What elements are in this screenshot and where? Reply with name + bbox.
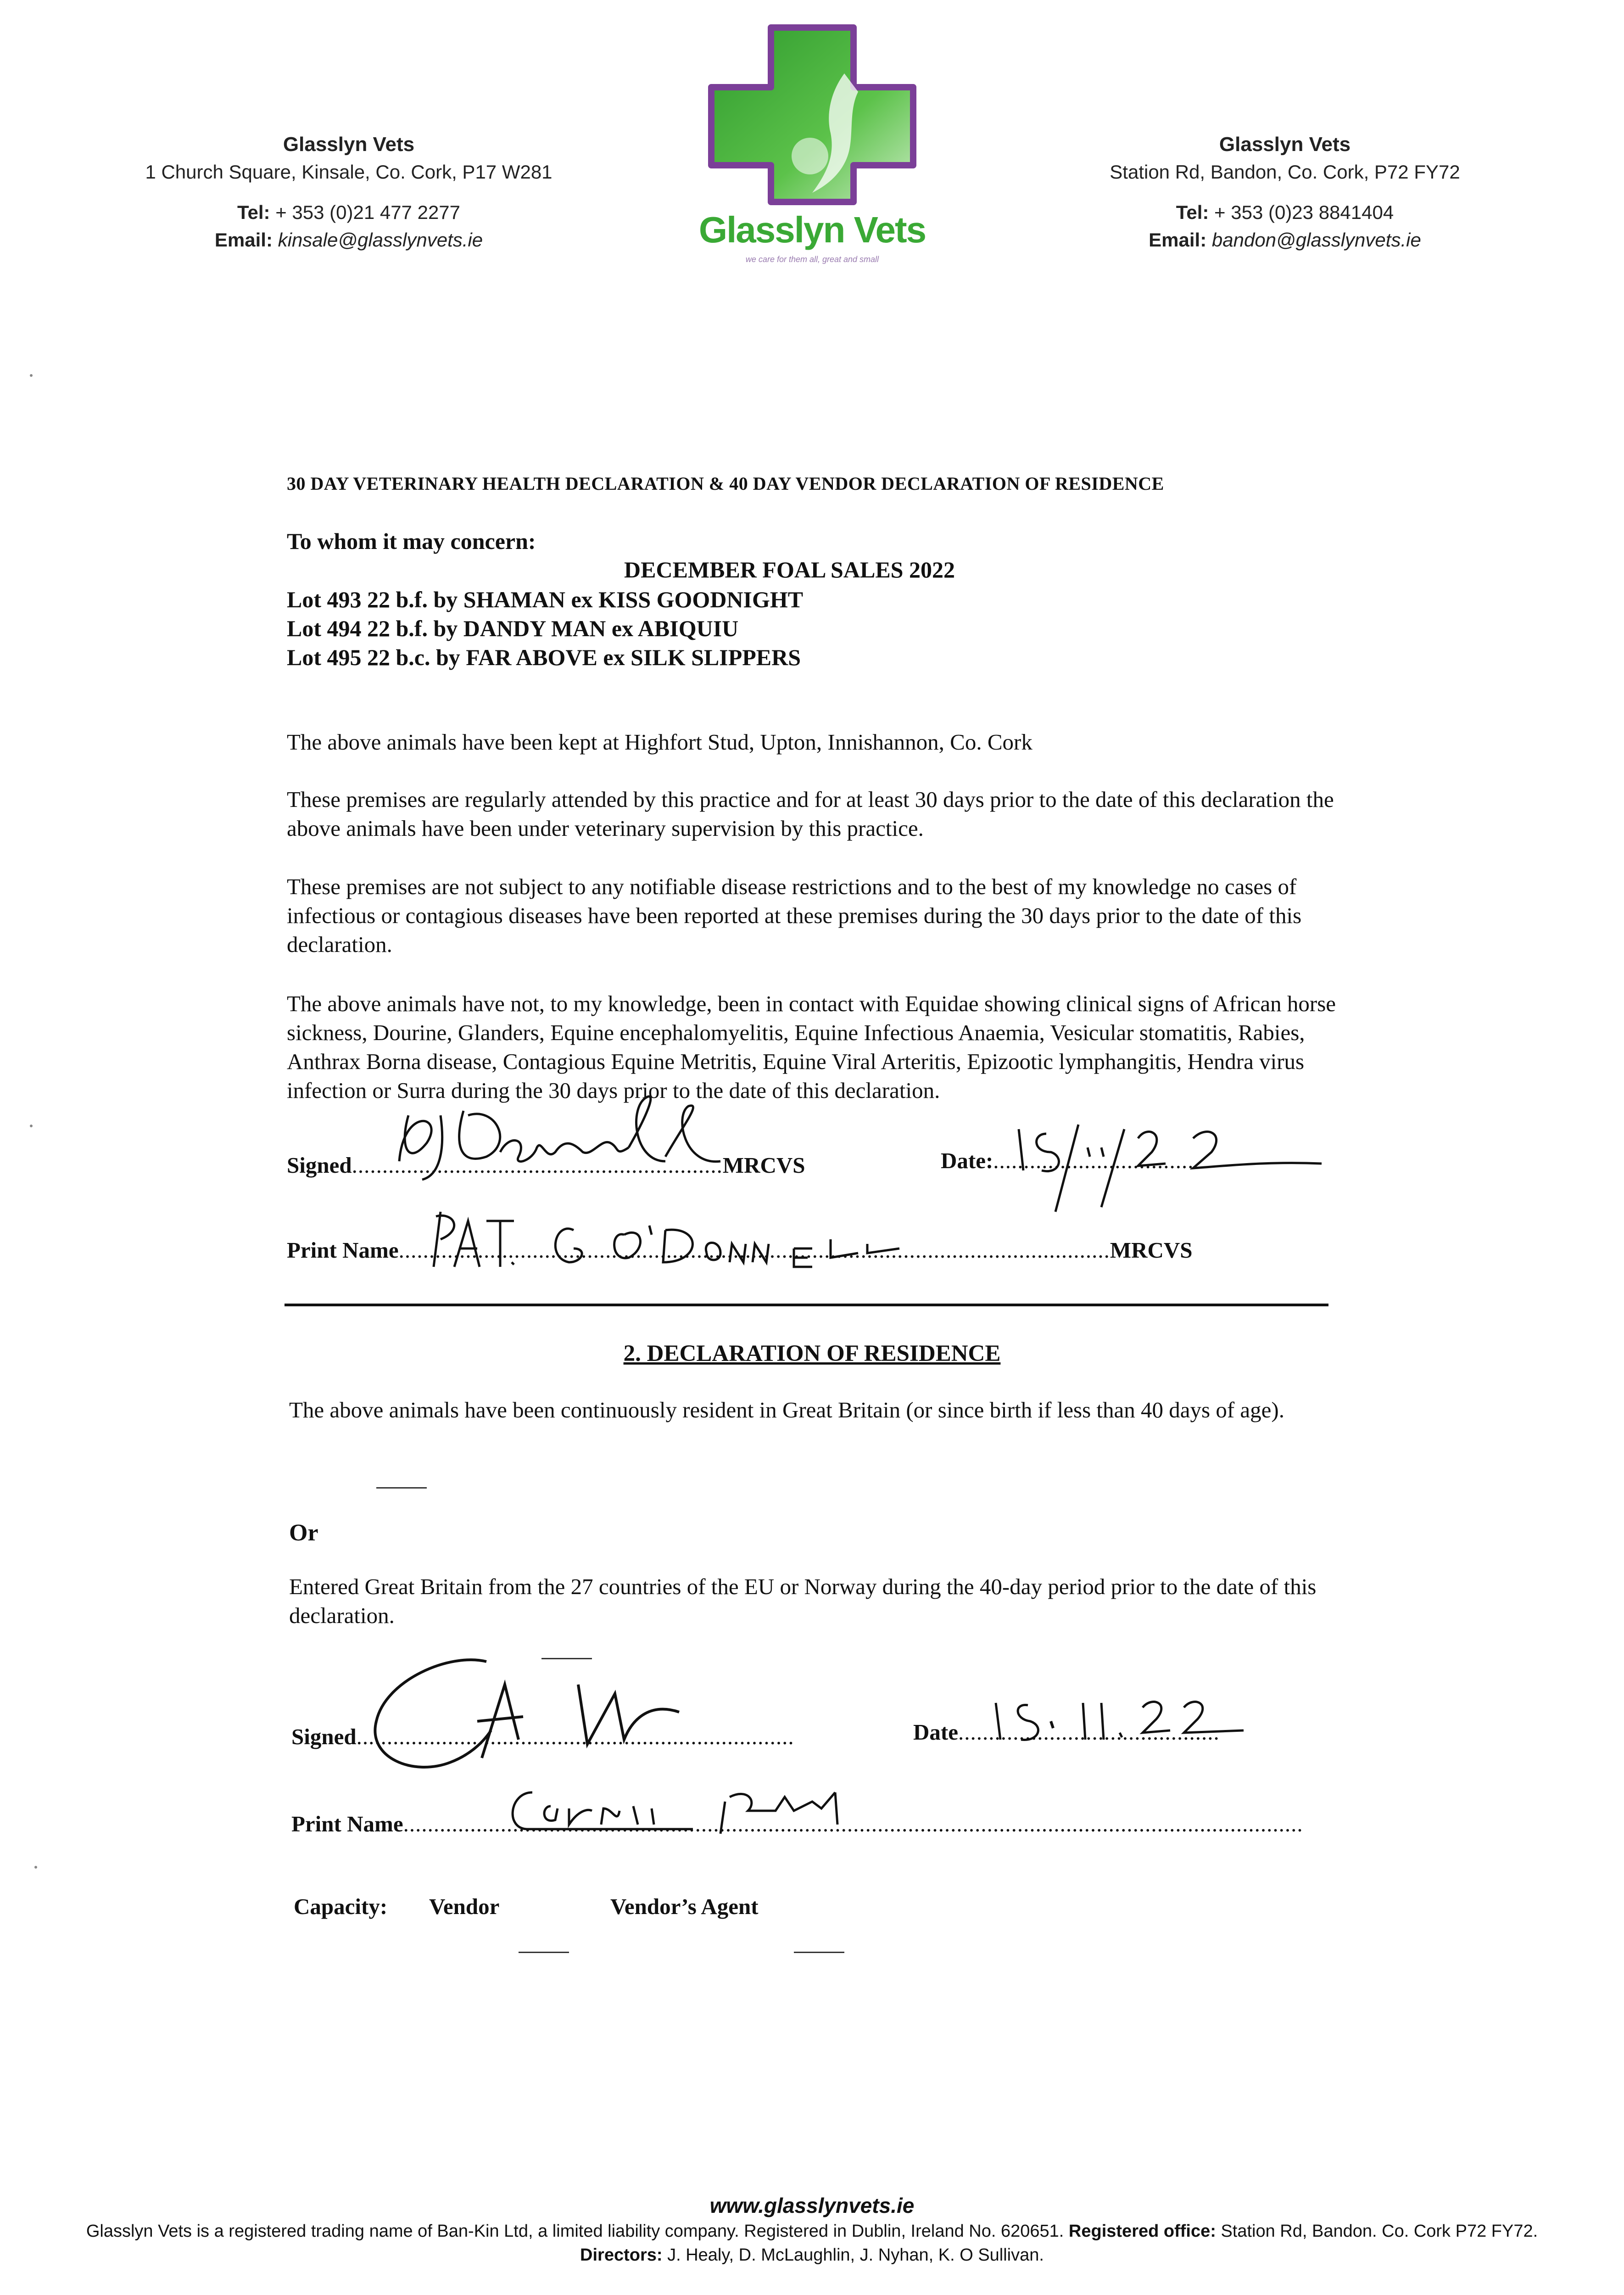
practice-name: Glasslyn Vets bbox=[283, 133, 415, 156]
residence-title: 2. DECLARATION OF RESIDENCE bbox=[623, 1341, 1001, 1366]
date-label: Date bbox=[913, 1719, 958, 1745]
date-label: Date: bbox=[941, 1148, 993, 1173]
logo-wordmark: Glasslyn Vets bbox=[698, 209, 926, 250]
practice-email: Email: bandon@glasslynvets.ie bbox=[1149, 229, 1421, 251]
vet-date-handwritten bbox=[1010, 1120, 1331, 1221]
footer-registration: Glasslyn Vets is a registered trading name of Ban-Kin Ltd, a limited liability company. Registered in Dublin, Ireland No. 620651. Registered office: Station Rd, Bandon. Co. Cork P72 FY72. bbox=[86, 2222, 1538, 2241]
capacity-row bbox=[294, 1893, 387, 1920]
capacity-option-vendor[interactable]: Vendor bbox=[429, 1894, 500, 1919]
capacity-label: Capacity: bbox=[294, 1894, 388, 1919]
print-name-label: Print Name bbox=[287, 1237, 399, 1263]
footer-website[interactable]: www.glasslynvets.ie bbox=[709, 2194, 915, 2217]
mrcvs-label: MRCVS bbox=[1110, 1237, 1193, 1263]
paragraph-premises: The above animals have been kept at Highfort Stud, Upton, Innishannon, Co. Cork bbox=[287, 729, 1032, 755]
letterhead-kinsale bbox=[142, 131, 555, 254]
or-label: Or bbox=[289, 1520, 318, 1546]
residence-option-1: The above animals have been continuously resident in Great Britain (or since birth if less than 40 days of age). bbox=[289, 1397, 1284, 1422]
practice-address: 1 Church Square, Kinsale, Co. Cork, P17 W281 bbox=[145, 161, 552, 183]
lots-list bbox=[287, 585, 803, 672]
print-name-label: Print Name bbox=[291, 1811, 403, 1836]
vet-print-row: Print Name.....................................................................................................................MRCVS bbox=[287, 1237, 1193, 1263]
logo-tagline: we care for them all, great and small bbox=[745, 255, 879, 264]
practice-tel: Tel: + 353 (0)21 477 2277 bbox=[237, 202, 461, 223]
lot-line: Lot 495 22 b.c. by FAR ABOVE ex SILK SLIPPERS bbox=[287, 644, 801, 670]
signed-label: Signed bbox=[287, 1153, 352, 1178]
agent-tick-line[interactable] bbox=[794, 1952, 844, 1953]
scan-speck bbox=[34, 1866, 37, 1869]
vendor-tick-line[interactable] bbox=[519, 1952, 569, 1953]
vendor-print-row: Print Name.................................................................................................................................................... bbox=[291, 1811, 1303, 1836]
scan-speck bbox=[30, 374, 33, 377]
paragraph-supervision: These premises are regularly attended by this practice and for at least 30 days prior to the date of this declaration the above animals have been under veterinary supervision by this practice. bbox=[287, 787, 1334, 841]
vendor-date-handwritten bbox=[987, 1694, 1253, 1753]
signed-label: Signed bbox=[291, 1724, 357, 1749]
practice-tel: Tel: + 353 (0)23 8841404 bbox=[1176, 202, 1394, 223]
practice-email: Email: kinsale@glasslynvets.ie bbox=[214, 229, 483, 251]
paragraph-restrictions: These premises are not subject to any notifiable disease restrictions and to the best of my knowledge no cases of infectious or contagious diseases have been reported at these premises during the 30 days prior to the date of this declaration. bbox=[287, 874, 1302, 957]
vendor-signed-row: Signed........................................................................ bbox=[291, 1724, 794, 1749]
scan-speck bbox=[30, 1125, 33, 1127]
vet-print-name-handwritten bbox=[427, 1203, 954, 1276]
footer-directors: Directors: J. Healy, D. McLaughlin, J. Nyhan, K. O Sullivan. bbox=[580, 2245, 1044, 2265]
salutation: To whom it may concern: bbox=[287, 528, 536, 554]
lot-line: Lot 493 22 b.f. by SHAMAN ex KISS GOODNIGHT bbox=[287, 587, 804, 612]
capacity-option-agent[interactable]: Vendor’s Agent bbox=[610, 1894, 759, 1919]
practice-address: Station Rd, Bandon, Co. Cork, P72 FY72 bbox=[1110, 161, 1460, 183]
residence-option-2: Entered Great Britain from the 27 countries of the EU or Norway during the 40-day period prior to the date of this declaration. bbox=[289, 1574, 1317, 1628]
lot-line: Lot 494 22 b.f. by DANDY MAN ex ABIQUIU bbox=[287, 616, 739, 641]
practice-name: Glasslyn Vets bbox=[1219, 133, 1351, 156]
vendor-print-name-handwritten bbox=[500, 1783, 913, 1843]
vet-signature bbox=[390, 1088, 803, 1198]
option-1-tick-line[interactable] bbox=[376, 1487, 427, 1489]
mrcvs-label: MRCVS bbox=[722, 1153, 805, 1178]
letterhead-bandon bbox=[1078, 131, 1491, 254]
vet-signed-row: Signed.............................................................MRCVS bbox=[287, 1153, 805, 1178]
declaration-heading: 30 DAY VETERINARY HEALTH DECLARATION & 40 DAY VENDOR DECLARATION OF RESIDENCE bbox=[287, 473, 1164, 494]
sale-title: DECEMBER FOAL SALES 2022 bbox=[624, 557, 955, 582]
vendor-signature bbox=[358, 1652, 725, 1790]
vet-date-row: Date:................................. bbox=[941, 1148, 1194, 1173]
paragraph-diseases: The above animals have not, to my knowledge, been in contact with Equidae showing clinical signs of African horse sickness, Dourine, Glanders, Equine encephalomyelitis, Equine Infectious Anaemia, Vesicular stomatitis, Rabies, Anthrax Borna disease, Contagious Equine Metritis, Equine Viral Arteritis, Epizootic lymphangitis, Hendra virus infection or Surra during the 30 days prior to the date of this declaration. bbox=[287, 991, 1336, 1103]
vendor-date-row: Date........................................... bbox=[913, 1719, 1220, 1745]
section-divider bbox=[285, 1304, 1328, 1306]
